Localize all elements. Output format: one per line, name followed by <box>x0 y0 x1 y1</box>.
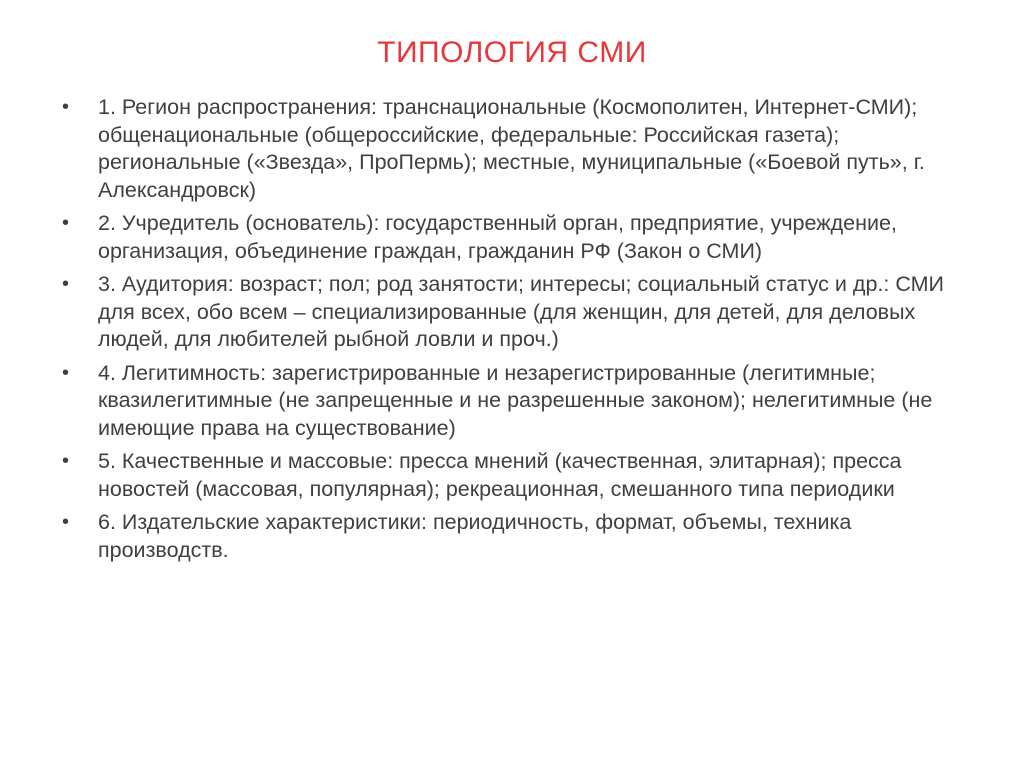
slide-title: ТИПОЛОГИЯ СМИ <box>377 36 647 69</box>
list-item <box>62 360 982 443</box>
bullet-list <box>62 94 982 570</box>
bullet-icon: • <box>62 450 70 472</box>
bullet-icon: • <box>62 273 70 295</box>
list-item-text: 6. Издательские характеристики: периодичность, формат, объемы, техника производств. <box>98 510 852 562</box>
bullet-icon: • <box>62 361 70 384</box>
list-item-text: 4. Легитимность: зарегистрированные и незарегистрированные (легитимные; квазилегитимные (не запрещенные и не разрешенные законом); нелегитимные (не имеющие права на существование) <box>98 360 933 440</box>
list-item-text: 3. Аудитория: возраст; пол; род занятости; интересы; социальный статус и др.: СМИ для всех, обо всем – специализированные (для женщин, для детей, для деловых людей, для любителей рыбной ловли и проч.) <box>98 272 944 351</box>
bullet-icon: • <box>62 511 70 533</box>
bullet-icon: • <box>62 96 70 118</box>
list-item <box>62 509 982 564</box>
list-item <box>62 210 982 265</box>
list-item-text: 5. Качественные и массовые: пресса мнений (качественная, элитарная); пресса новостей (массовая, популярная); рекреационная, смешанного типа периодики <box>98 449 902 501</box>
list-item <box>62 448 982 503</box>
bullet-icon: • <box>62 212 70 234</box>
list-item <box>62 271 982 354</box>
list-item <box>62 94 982 204</box>
list-item-text: 2. Учредитель (основатель): государственный орган, предприятие, учреждение, организация, объединение граждан, гражданин РФ (Закон о СМИ) <box>98 211 897 263</box>
list-item-text: 1. Регион распространения: транснациональные (Космополитен, Интернет-СМИ); общенациональные (общероссийские, федеральные: Российская газета); региональные («Звезда», ПроПермь); местные, муниципальные («Боевой путь», г. Александровск) <box>98 95 925 202</box>
